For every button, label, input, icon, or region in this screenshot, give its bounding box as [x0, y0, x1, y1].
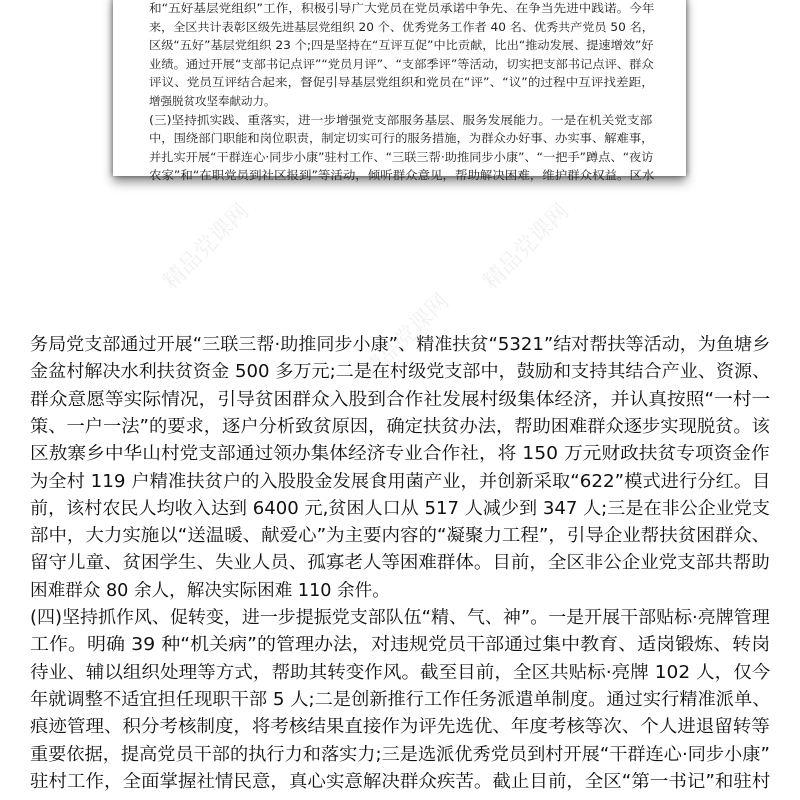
watermark-text: 精品党课网 [358, 289, 455, 385]
body-text-line: 前，该村农民人均收入达到 6400 元,贫困人口从 517 人减少到 347 人;三是在非公企业党支 [30, 498, 771, 519]
body-text-line: 务局党支部通过开展“三联三帮·助推同步小康”、精准扶贫“5321”结对帮扶等活动，为鱼塘乡 [30, 335, 771, 355]
card-text-line: 和“五好基层党组织”工作，积极引导广大党员在党员承诺中争先、在争当先进中践诺。今年 [149, 1, 655, 15]
card-text-line: 中，围绕部门职能和岗位职责，制定切实可行的服务措施，为群众办好事、办实事、解难事， [149, 131, 654, 146]
body-text-line: 困难群众 80 余人，解决实际困难 110 余件。 [30, 580, 390, 601]
body-text-line: 待业、辅以组织处理等方式，帮助其转变作风。截至目前，全区共贴标·亮牌 102 人，仅今 [30, 662, 771, 683]
card-text-line: 业绩。通过开展“支部书记点评”“党员月评”、“支部季评”等活动，切实把支部书记点评、群众 [149, 56, 654, 71]
card-text-line: 农家”和“在职党员到社区报到”等活动，倾听群众意见，帮助解决困难，维护群众权益。区水 [149, 168, 655, 183]
body-text-line: 年就调整不适宜担任现职干部 5 人;二是创新推行工作任务派遣单制度。通过实行精准派单、 [30, 689, 771, 710]
body-text-line: 驻村工作，全面掌握社情民意，真心实意解决群众疾苦。截止目前，全区“第一书记”和驻村 [30, 771, 771, 792]
body-text-line: 重要依据，提高党员干部的执行力和落实力;三是选派优秀党员到村开展“干群连心·同步小康” [30, 744, 770, 765]
watermark-text: 精品党课网 [158, 199, 255, 295]
body-text-line: 金盆村解决水利扶贫资金 500 多万元;二是在村级党支部中，鼓励和支持其结合产业、资源、 [30, 362, 771, 383]
document-page-preview [113, 0, 686, 183]
body-text-line: 策、一户一法”的要求，逐户分析致贫原因，确定扶贫办法，帮助困难群众逐步实现脱贫。该 [30, 416, 770, 437]
body-text-line: (四)坚持抓作风、促转变，进一步提振党支部队伍“精、气、神”。一是开展干部贴标·亮牌管理 [30, 608, 770, 628]
card-text-line: 区级“五好”基层党组织 23 个;四是坚持在“互评互促”中比贡献，比出“推动发展、提速增效”好 [149, 38, 654, 53]
body-text-line: 工作。明确 39 种“机关病”的管理办法，对违规党员干部通过集中教育、适岗锻炼、转岗 [30, 635, 771, 656]
card-text-line: (三)坚持抓实践、重落实，进一步增强党支部服务基层、服务发展能力。一是在机关党支部 [149, 112, 653, 127]
card-text-line: 评议、党员互评结合起来，督促引导基层党组织和党员在“评”、“议”的过程中互评找差距， [149, 75, 654, 90]
card-text-line: 增强脱贫攻坚奉献动力。 [149, 94, 276, 108]
body-text-line: 群众意愿等实际情况，引导贫困群众入股到合作社发展村级集体经济，并认真按照“一村一 [30, 389, 771, 410]
body-text-line: 区敖寨乡中华山村党支部通过领办集体经济专业合作社，将 150 万元财政扶贫专项资金作 [30, 444, 770, 465]
body-text-line: 部中，大力实施以“送温暖、献爱心”为主要内容的“凝聚力工程”，引导企业帮扶贫困群众、 [30, 526, 771, 547]
body-text-line: 痕迹管理、积分考核制度，将考核结果直接作为评先选优、年度考核等次、个人进退留转等 [30, 717, 770, 738]
watermark-text: 精品党课网 [478, 199, 575, 295]
card-text-line: 来，全区共计表彰区级先进基层党组织 20 个、优秀党务工作者 40 名、优秀共产党员 50 名， [149, 19, 654, 34]
card-text-line: 并扎实开展“干群连心·同步小康”驻村工作、“三联三帮·助推同步小康”、“一把手”蹲点、“夜访 [149, 149, 654, 164]
body-text-line: 留守儿童、贫困学生、失业人员、孤寡老人等困难群体。目前，全区非公企业党支部共帮助 [30, 553, 770, 574]
body-text-line: 为全村 119 户精准扶贫户的入股股金发展食用菌产业，并创新采取“622”模式进行分红。目 [30, 471, 771, 492]
